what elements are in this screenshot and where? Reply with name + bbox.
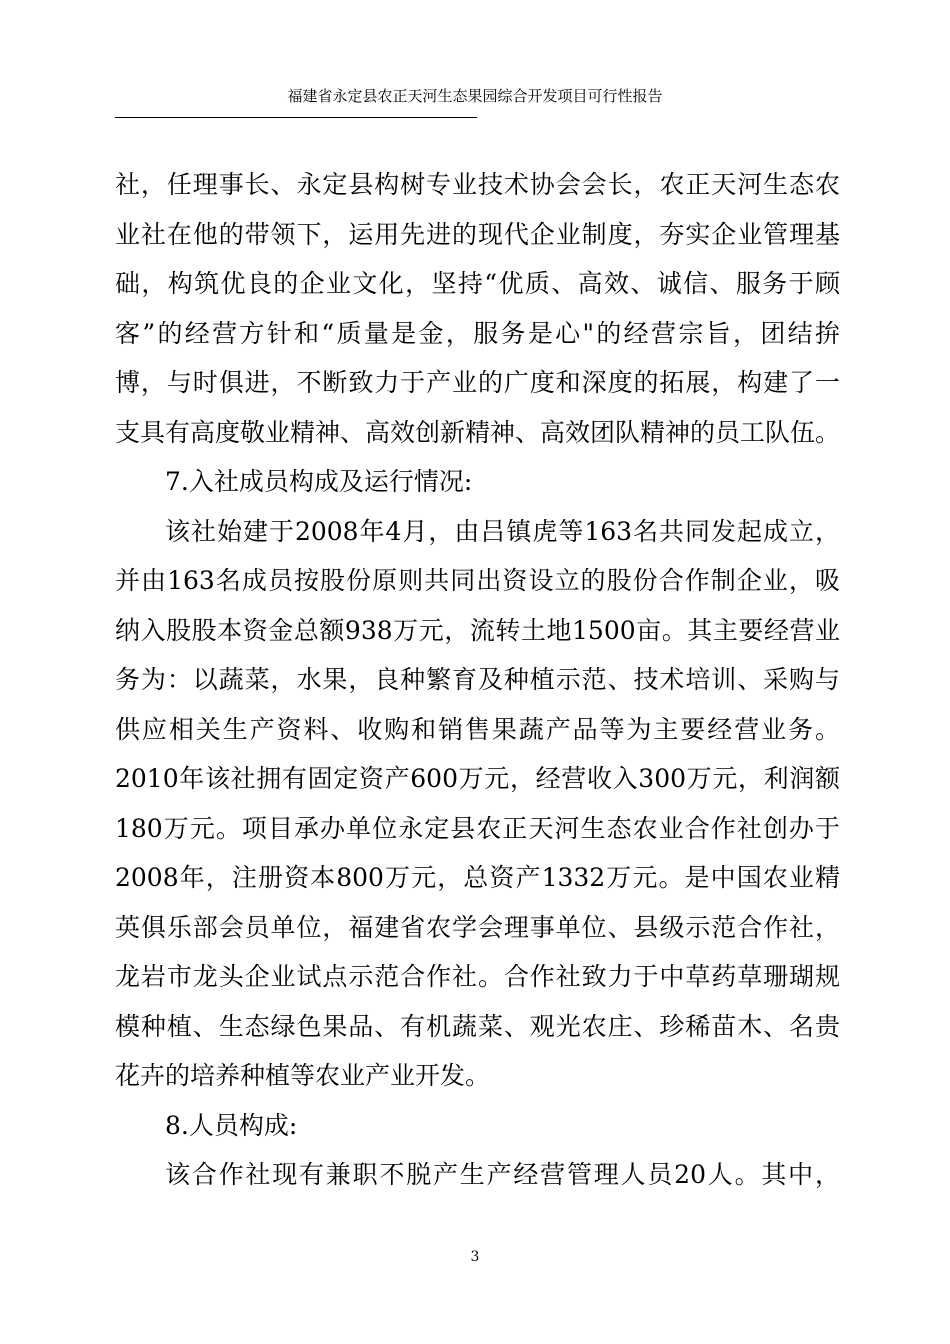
body-line: 纳入股股本资金总额938万元，流转土地1500亩。其主要经营业: [115, 616, 840, 645]
body-line: 客”的经营方针和“质量是金，服务是心"的经营宗旨，团结拚: [115, 319, 840, 348]
body-line: 2010年该社拥有固定资产600万元，经营收入300万元，利润额: [115, 764, 840, 793]
body-line: 龙岩市龙头企业试点示范合作社。合作社致力于中草药草珊瑚规: [115, 962, 840, 991]
body-line: 业社在他的带领下，运用先进的现代企业制度，夯实企业管理基: [115, 220, 840, 249]
section-heading-7: 7.入社成员构成及运行情况:: [165, 467, 473, 496]
body-line: 支具有高度敬业精神、高效创新精神、高效团队精神的员工队伍。: [115, 418, 840, 447]
body-line: 花卉的培养种植等农业产业开发。: [115, 1061, 491, 1090]
body-line: 博，与时俱进，不断致力于产业的广度和深度的拓展，构建了一: [115, 368, 840, 397]
body-line: 供应相关生产资料、收购和销售果蔬产品等为主要经营业务。: [115, 715, 840, 744]
body-line: 社，任理事长、永定县构树专业技术协会会长，农正天河生态农: [115, 170, 840, 199]
header-divider: [115, 117, 477, 118]
page-header-title: 福建省永定县农正天河生态果园综合开发项目可行性报告: [287, 87, 663, 105]
body-line: 并由163名成员按股份原则共同出资设立的股份合作制企业，吸: [115, 566, 840, 595]
page-number: 3: [470, 1249, 480, 1265]
body-line: 该合作社现有兼职不脱产生产经营管理人员20人。其中，: [165, 1160, 840, 1189]
section-heading-8: 8.人员构成:: [165, 1111, 298, 1140]
body-line: 该社始建于2008年4月，由吕镇虎等163名共同发起成立，: [165, 517, 840, 546]
body-line: 英俱乐部会员单位，福建省农学会理事单位、县级示范合作社，: [115, 913, 840, 942]
body-line: 180万元。项目承办单位永定县农正天河生态农业合作社创办于: [115, 814, 840, 843]
body-line: 2008年，注册资本800万元，总资产1332万元。是中国农业精: [115, 863, 840, 892]
body-line: 模种植、生态绿色果品、有机蔬菜、观光农庄、珍稀苗木、名贵: [115, 1012, 840, 1041]
body-line: 础，构筑优良的企业文化，坚持“优质、高效、诚信、服务于顾: [115, 269, 840, 298]
body-line: 务为：以蔬菜，水果，良种繁育及种植示范、技术培训、采购与: [115, 665, 840, 694]
